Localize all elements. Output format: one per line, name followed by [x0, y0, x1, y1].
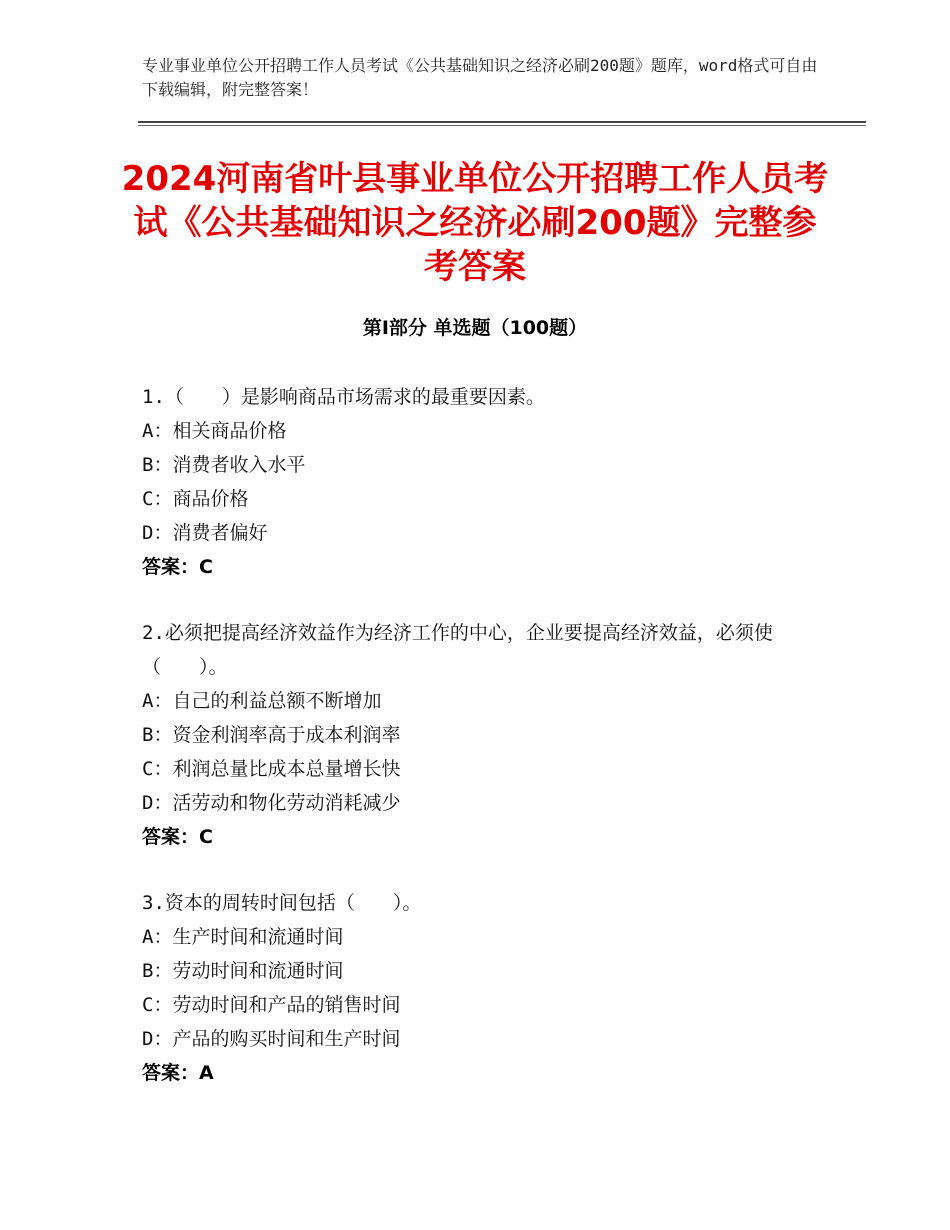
question-stem: 2.必须把提高经济效益作为经济工作的中心，企业要提高经济效益，必须使（ ）。 [142, 622, 773, 678]
header-divider-thick [138, 121, 866, 123]
header-divider-thin [138, 125, 866, 126]
option-d: D：活劳动和物化劳动消耗减少 [142, 792, 401, 814]
question-answer: 答案：C [142, 556, 213, 578]
option-a: A：生产时间和流通时间 [142, 926, 344, 948]
question-stem: 1.（ ）是影响商品市场需求的最重要因素。 [142, 386, 545, 408]
question-answer: 答案：C [142, 826, 213, 848]
option-a: A：自己的利益总额不断增加 [142, 690, 382, 712]
question-3 [142, 886, 822, 1090]
option-c: C：商品价格 [142, 488, 249, 510]
option-d: D：产品的购买时间和生产时间 [142, 1028, 401, 1050]
question-list [142, 380, 822, 1122]
option-c: C：劳动时间和产品的销售时间 [142, 994, 401, 1016]
question-2 [142, 616, 822, 854]
option-b: B：消费者收入水平 [142, 454, 306, 476]
question-1 [142, 380, 822, 584]
document-title: 2024河南省叶县事业单位公开招聘工作人员考试《公共基础知识之经济必刷200题》完整参考答案 [121, 159, 829, 287]
question-answer: 答案：A [142, 1062, 214, 1084]
option-a: A：相关商品价格 [142, 420, 287, 442]
option-d: D：消费者偏好 [142, 522, 268, 544]
option-b: B：劳动时间和流通时间 [142, 960, 344, 982]
option-c: C：利润总量比成本总量增长快 [142, 758, 401, 780]
question-stem: 3.资本的周转时间包括（ ）。 [142, 892, 422, 914]
section-title: 第Ⅰ部分 单选题（100题） [362, 317, 588, 339]
option-b: B：资金利润率高于成本利润率 [142, 724, 401, 746]
document-header-note: 专业事业单位公开招聘工作人员考试《公共基础知识之经济必刷200题》题库，word格式可自由下载编辑，附完整答案！ [142, 56, 818, 99]
